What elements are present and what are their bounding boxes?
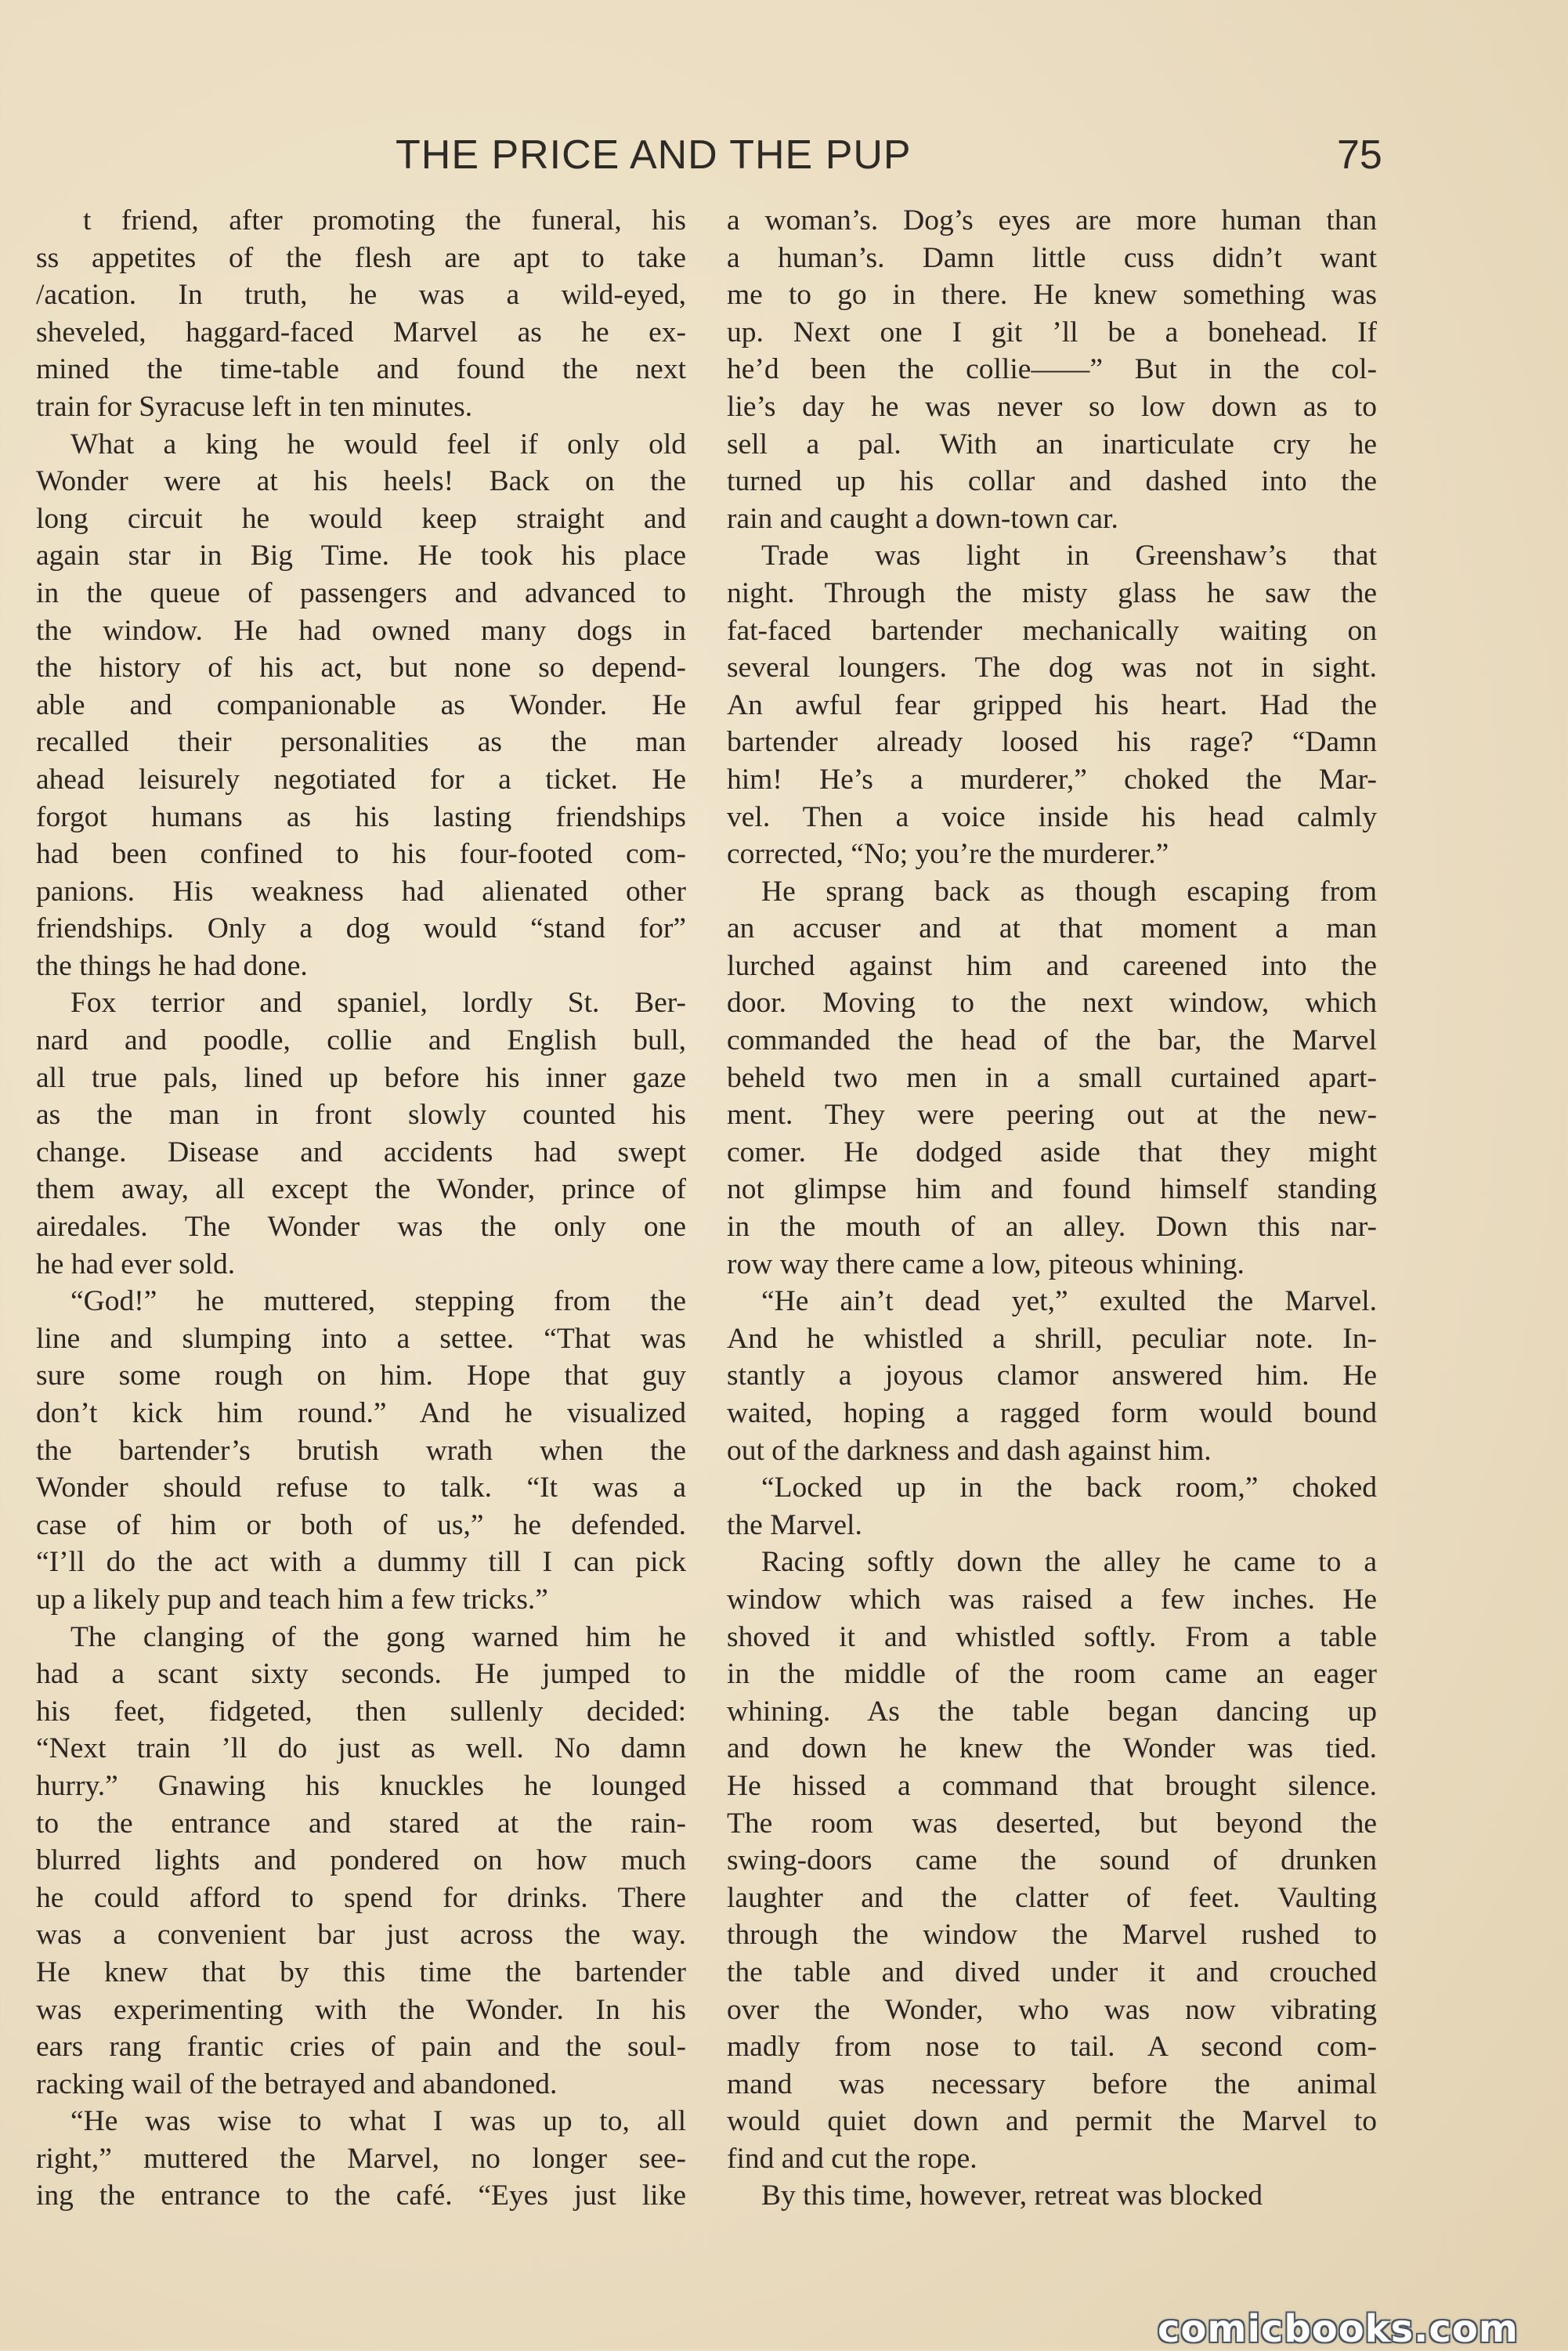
- text-line: sell a pal. With an inarticulate cry he: [727, 428, 1377, 460]
- text-line: his feet, fidgeted, then sullenly decided:: [36, 1695, 686, 1728]
- text-line: case of him or both of us,” he defended.: [36, 1508, 686, 1541]
- text-line: beheld two men in a small curtained apart-: [727, 1061, 1377, 1094]
- text-line: the history of his act, but none so depend-: [36, 652, 686, 684]
- text-line: What a king he would feel if only old: [70, 428, 686, 460]
- text-line: all true pals, lined up before his inner gaze: [36, 1061, 686, 1094]
- text-line: ahead leisurely negotiated for a ticket. He: [36, 763, 686, 796]
- text-line: commanded the head of the bar, the Marvel: [727, 1024, 1377, 1057]
- text-line: to the entrance and stared at the rain-: [36, 1807, 686, 1840]
- text-line: long circuit he would keep straight and: [36, 502, 686, 535]
- text-line: him! He’s a murderer,” choked the Mar-: [727, 763, 1377, 796]
- running-title: THE PRICE AND THE PUP: [396, 132, 912, 178]
- text-line: don’t kick him round.” And he visualized: [36, 1397, 686, 1429]
- left-text-column: [36, 202, 686, 2215]
- text-line: The clanging of the gong warned him he: [70, 1620, 686, 1653]
- text-line: Trade was light in Greenshaw’s that: [761, 540, 1377, 572]
- text-line: He sprang back as though escaping from: [761, 875, 1377, 908]
- text-line: train for Syracuse left in ten minutes.: [36, 390, 473, 423]
- text-line: as the man in front slowly counted his: [36, 1099, 686, 1132]
- text-line: recalled their personalities as the man: [36, 726, 686, 759]
- text-line: mand was necessary before the animal: [727, 2068, 1377, 2100]
- text-line: not glimpse him and found himself standing: [727, 1173, 1377, 1206]
- text-line: the table and dived under it and crouched: [727, 1956, 1377, 1988]
- text-line: vel. Then a voice inside his head calmly: [727, 800, 1377, 833]
- text-line: friendships. Only a dog would “stand for”: [36, 912, 686, 945]
- page-header: [0, 132, 1568, 186]
- text-line: row way there came a low, piteous whining.: [727, 1248, 1245, 1280]
- text-line: “He was wise to what I was up to, all: [70, 2105, 686, 2138]
- text-line: waited, hoping a ragged form would bound: [727, 1397, 1377, 1429]
- text-line: blurred lights and pondered on how much: [36, 1844, 686, 1877]
- text-line: out of the darkness and dash against him.: [727, 1434, 1212, 1467]
- text-line: lurched against him and careened into the: [727, 949, 1377, 982]
- text-line: in the middle of the room came an eager: [727, 1658, 1377, 1691]
- text-line: rain and caught a down-town car.: [727, 502, 1118, 535]
- text-line: would quiet down and permit the Marvel to: [727, 2105, 1377, 2138]
- text-line: forgot humans as his lasting friendships: [36, 800, 686, 833]
- text-line: up a likely pup and teach him a few tricks.”: [36, 1583, 548, 1616]
- text-line: racking wail of the betrayed and abandoned.: [36, 2068, 558, 2100]
- text-line: madly from nose to tail. A second com-: [727, 2031, 1377, 2064]
- text-line: And he whistled a shrill, peculiar note. In-: [727, 1322, 1377, 1355]
- text-line: an accuser and at that moment a man: [727, 912, 1377, 945]
- text-line: had been confined to his four-footed com-: [36, 838, 686, 871]
- text-line: them away, all except the Wonder, prince of: [36, 1173, 686, 1206]
- text-line: the Marvel.: [727, 1508, 862, 1541]
- text-line: again star in Big Time. He took his place: [36, 540, 686, 572]
- text-line: panions. His weakness had alienated other: [36, 875, 686, 908]
- text-line: the bartender’s brutish wrath when the: [36, 1434, 686, 1467]
- text-line: turned up his collar and dashed into the: [727, 465, 1377, 498]
- text-line: change. Disease and accidents had swept: [36, 1136, 686, 1168]
- text-line: By this time, however, retreat was blocked: [761, 2179, 1263, 2212]
- text-line: He hissed a command that brought silence.: [727, 1769, 1377, 1802]
- text-line: through the window the Marvel rushed to: [727, 1919, 1377, 1952]
- text-line: was experimenting with the Wonder. In his: [36, 1993, 686, 2026]
- text-line: lie’s day he was never so low down as to: [727, 390, 1377, 423]
- text-line: mined the time-table and found the next: [36, 353, 686, 386]
- text-line: ing the entrance to the café. “Eyes just like: [36, 2179, 686, 2212]
- text-line: /acation. In truth, he was a wild-eyed,: [36, 279, 686, 312]
- text-line: was a convenient bar just across the way.: [36, 1919, 686, 1952]
- text-line: t friend, after promoting the funeral, his: [83, 204, 686, 237]
- text-line: able and companionable as Wonder. He: [36, 688, 686, 721]
- text-line: me to go in there. He knew something was: [727, 279, 1377, 312]
- text-line: stantly a joyous clamor answered him. He: [727, 1360, 1377, 1392]
- text-line: several loungers. The dog was not in sight.: [727, 652, 1377, 684]
- text-line: airedales. The Wonder was the only one: [36, 1211, 686, 1244]
- site-watermark: comicbooks.com: [1158, 2307, 1519, 2351]
- text-line: “He ain’t dead yet,” exulted the Marvel.: [761, 1285, 1377, 1318]
- text-line: had a scant sixty seconds. He jumped to: [36, 1658, 686, 1691]
- text-line: line and slumping into a settee. “That was: [36, 1322, 686, 1355]
- text-line: sure some rough on him. Hope that guy: [36, 1360, 686, 1392]
- text-line: he’d been the collie——” But in the col-: [727, 353, 1377, 386]
- text-line: door. Moving to the next window, which: [727, 987, 1377, 1020]
- text-line: the things he had done.: [36, 949, 308, 982]
- text-line: in the queue of passengers and advanced to: [36, 576, 686, 609]
- text-line: he could afford to spend for drinks. There: [36, 1881, 686, 1914]
- text-line: shoved it and whistled softly. From a table: [727, 1620, 1377, 1653]
- right-text-column: [727, 202, 1377, 2215]
- text-line: Fox terrior and spaniel, lordly St. Ber-: [70, 987, 686, 1020]
- text-line: ss appetites of the flesh are apt to take: [36, 241, 686, 274]
- text-line: corrected, “No; you’re the murderer.”: [727, 838, 1169, 871]
- text-line: “I’ll do the act with a dummy till I can pick: [36, 1546, 686, 1579]
- text-line: hurry.” Gnawing his knuckles he lounged: [36, 1769, 686, 1802]
- text-line: bartender already loosed his rage? “Damn: [727, 726, 1377, 759]
- text-line: Wonder should refuse to talk. “It was a: [36, 1472, 686, 1504]
- text-line: He knew that by this time the bartender: [36, 1956, 686, 1988]
- text-line: The room was deserted, but beyond the: [727, 1807, 1377, 1840]
- text-line: he had ever sold.: [36, 1248, 236, 1280]
- text-line: ears rang frantic cries of pain and the soul-: [36, 2031, 686, 2064]
- text-line: night. Through the misty glass he saw the: [727, 576, 1377, 609]
- text-line: the window. He had owned many dogs in: [36, 614, 686, 647]
- text-line: in the mouth of an alley. Down this nar-: [727, 1211, 1377, 1244]
- text-line: An awful fear gripped his heart. Had the: [727, 688, 1377, 721]
- text-line: find and cut the rope.: [727, 2142, 977, 2175]
- text-line: and down he knew the Wonder was tied.: [727, 1732, 1377, 1765]
- page-number: 75: [1337, 132, 1382, 178]
- text-line: ment. They were peering out at the new-: [727, 1099, 1377, 1132]
- text-line: a human’s. Damn little cuss didn’t want: [727, 241, 1377, 274]
- text-line: Racing softly down the alley he came to a: [761, 1546, 1377, 1579]
- text-line: nard and poodle, collie and English bull,: [36, 1024, 686, 1057]
- text-line: up. Next one I git ’ll be a bonehead. If: [727, 316, 1377, 348]
- text-line: over the Wonder, who was now vibrating: [727, 1993, 1377, 2026]
- text-line: sheveled, haggard-faced Marvel as he ex-: [36, 316, 686, 348]
- text-line: laughter and the clatter of feet. Vaulting: [727, 1881, 1377, 1914]
- text-line: whining. As the table began dancing up: [727, 1695, 1377, 1728]
- text-line: comer. He dodged aside that they might: [727, 1136, 1377, 1168]
- text-line: “Locked up in the back room,” choked: [761, 1472, 1377, 1504]
- text-line: swing-doors came the sound of drunken: [727, 1844, 1377, 1877]
- text-line: “God!” he muttered, stepping from the: [70, 1285, 686, 1318]
- text-line: a woman’s. Dog’s eyes are more human than: [727, 204, 1377, 237]
- text-line: “Next train ’ll do just as well. No damn: [36, 1732, 686, 1765]
- text-line: right,” muttered the Marvel, no longer see-: [36, 2142, 686, 2175]
- text-line: fat-faced bartender mechanically waiting on: [727, 614, 1377, 647]
- text-line: window which was raised a few inches. He: [727, 1583, 1377, 1616]
- text-line: Wonder were at his heels! Back on the: [36, 465, 686, 498]
